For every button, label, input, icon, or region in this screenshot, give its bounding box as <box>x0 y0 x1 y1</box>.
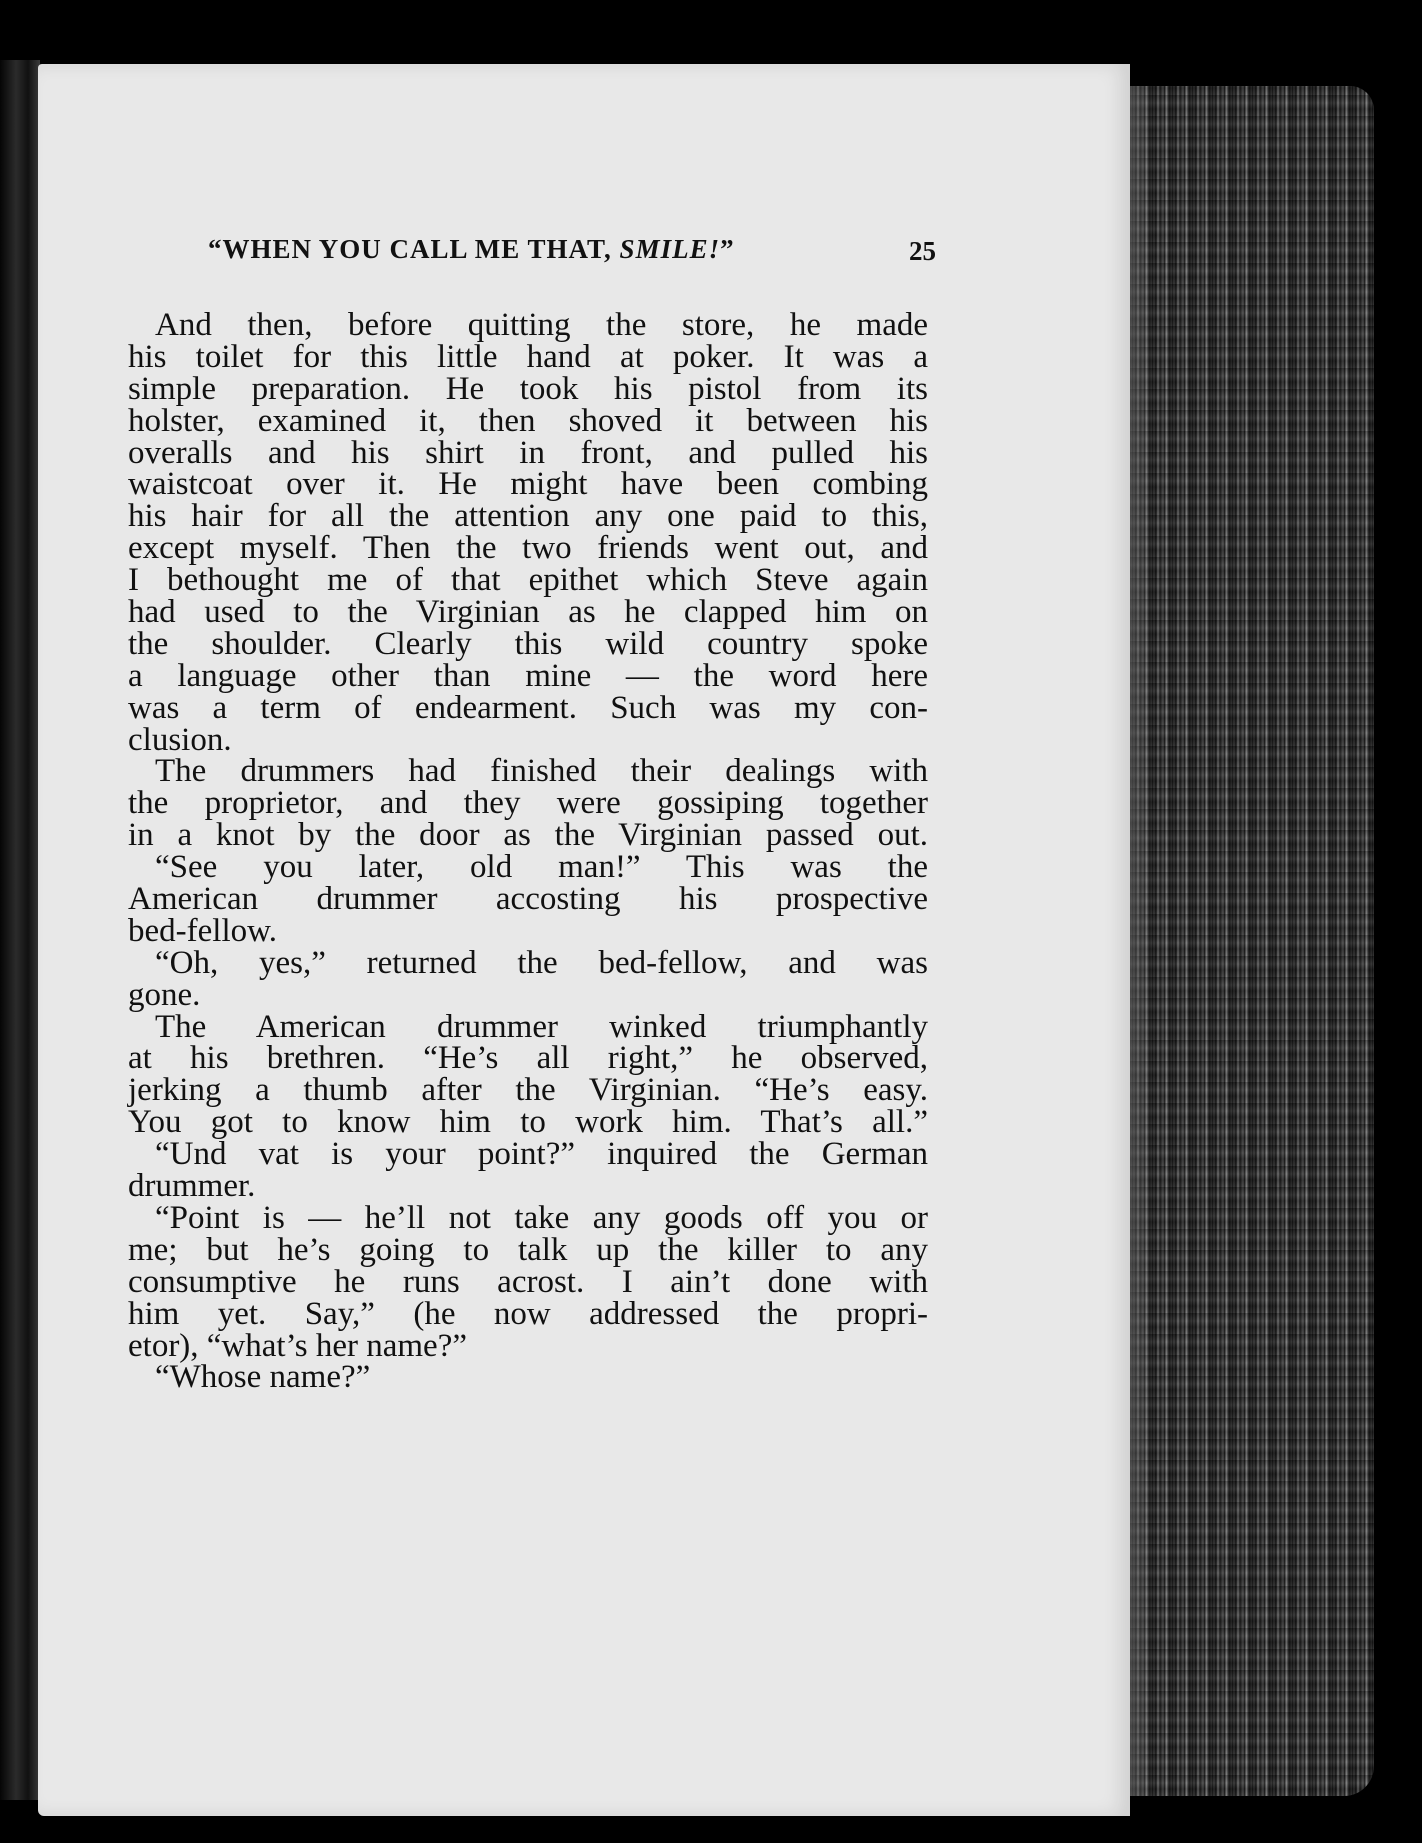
text-line: “Und vat is your point?” inquired the German <box>155 1136 928 1173</box>
running-head <box>208 234 735 265</box>
text-line: American drummer accosting his prospective <box>128 881 928 918</box>
book-page <box>38 64 1130 1816</box>
text-line: I bethought me of that epithet which Steve again <box>128 562 928 599</box>
text-line: clusion. <box>128 721 232 758</box>
page-header <box>208 234 936 274</box>
text-line: “Point is — he’ll not take any goods off you or <box>155 1199 928 1236</box>
text-line: jerking a thumb after the Virginian. “He’s easy. <box>128 1072 928 1109</box>
text-line: was a term of endearment. Such was my con- <box>128 689 928 726</box>
text-line: bed-fellow. <box>128 912 278 949</box>
running-head-end: ” <box>720 234 735 264</box>
text-line: in a knot by the door as the Virginian passed out. <box>128 817 928 854</box>
text-line: holster, examined it, then shoved it between his <box>128 402 928 439</box>
text-line: “See you later, old man!” This was the <box>155 849 928 886</box>
body-text <box>128 307 928 1396</box>
text-line: And then, before quitting the store, he made <box>155 307 928 343</box>
text-line: waistcoat over it. He might have been combing <box>128 466 928 503</box>
text-line: You got to know him to work him. That’s all.” <box>128 1104 928 1141</box>
text-line: The American drummer winked triumphantly <box>155 1008 928 1045</box>
text-line: me; but he’s going to talk up the killer to any <box>128 1231 928 1268</box>
text-line: overalls and his shirt in front, and pulled his <box>128 434 928 471</box>
text-line: “Whose name?” <box>155 1359 371 1396</box>
text-line: his hair for all the attention any one paid to this, <box>128 498 928 535</box>
text-line: at his brethren. “He’s all right,” he observed, <box>128 1040 928 1077</box>
text-line: a language other than mine — the word here <box>128 657 928 694</box>
text-line: gone. <box>128 976 201 1013</box>
text-line: the shoulder. Clearly this wild country spoke <box>128 625 928 662</box>
text-line: etor), “what’s her name?” <box>128 1327 467 1364</box>
book-binding-edge <box>0 60 40 1800</box>
text-line: his toilet for this little hand at poker. It was a <box>128 338 928 375</box>
page-number: 25 <box>909 236 936 266</box>
text-line: the proprietor, and they were gossiping together <box>128 785 928 822</box>
page-edges <box>1112 86 1374 1796</box>
text-line: him yet. Say,” (he now addressed the propri- <box>128 1295 928 1332</box>
text-line: consumptive he runs acrost. I ain’t done with <box>128 1263 928 1300</box>
text-line: drummer. <box>128 1168 256 1205</box>
text-line: had used to the Virginian as he clapped him on <box>128 594 928 631</box>
running-head-italic: SMILE! <box>619 234 721 264</box>
text-line: “Oh, yes,” returned the bed-fellow, and was <box>155 944 928 981</box>
text-line: simple preparation. He took his pistol from its <box>128 370 928 407</box>
text-line: except myself. Then the two friends went out, and <box>128 530 928 567</box>
text-line: The drummers had finished their dealings with <box>155 753 928 790</box>
running-head-main: “WHEN YOU CALL ME THAT, <box>208 234 620 264</box>
